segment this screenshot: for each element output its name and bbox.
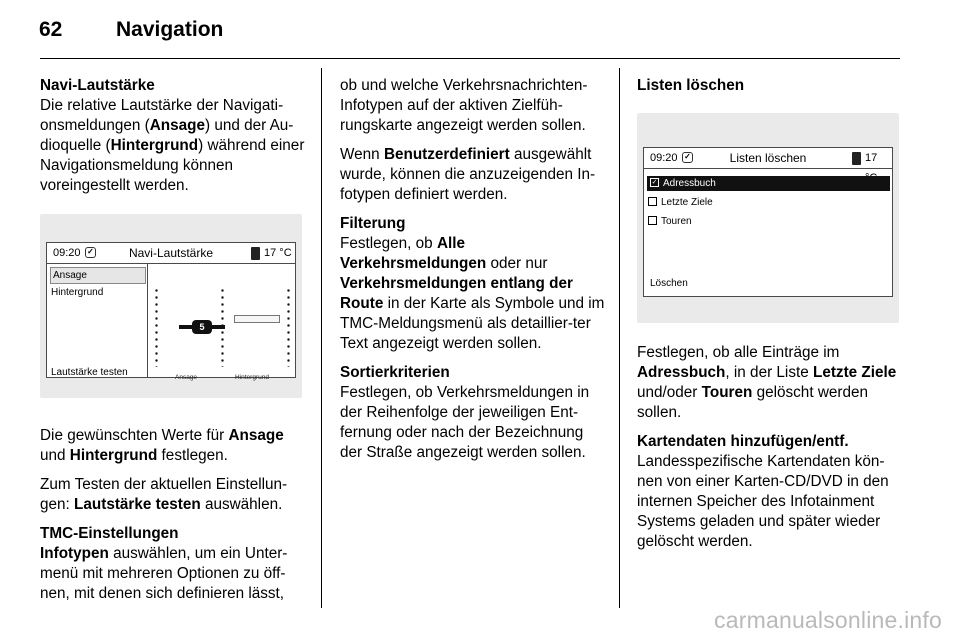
screen-topbar: [644, 148, 892, 169]
temperature: 17: [865, 152, 878, 164]
text: und: [40, 447, 70, 464]
text: in der Karte als Symbole und im TMC-Meldungsmenü als detaillier-ter Text angezeigt werden sollen.: [340, 295, 605, 352]
paragraph-sort: Festlegen, ob Verkehrsmeldungen in der Reihenfolge der jeweiligen Ent-fernung oder nach der Bezeichnung der Straße angezeigt werden sollen.: [340, 384, 590, 461]
section-heading-sort: Sortierkriterien: [340, 364, 450, 381]
text: ) und der Au-dioquelle (: [40, 117, 294, 154]
hintergrund-slider[interactable]: [234, 315, 280, 323]
paragraph-delete-lists: [637, 343, 902, 423]
item-label: Letzte Ziele: [661, 197, 713, 208]
screen-title: Listen löschen: [729, 151, 807, 165]
column-2: [340, 76, 608, 463]
text: gelöscht werden sollen.: [637, 384, 868, 421]
column-divider-2: [619, 68, 620, 608]
temperature-icon: [251, 247, 260, 260]
text: Die relative Lautstärke der Navigati-onsmeldungen (: [40, 97, 284, 134]
checkbox-checked-icon[interactable]: ✓: [651, 178, 658, 186]
header-divider: [40, 58, 900, 59]
pane-divider: [147, 263, 148, 377]
figure-navi-volume-screen: [40, 214, 302, 398]
screen-topbar: [47, 243, 295, 264]
text: ausgewählt wurde, können die anzuzeigenden In-fotypen definiert werden.: [340, 146, 596, 203]
term-infotypen: Infotypen: [40, 545, 109, 562]
text: festlegen.: [157, 447, 228, 464]
section-heading-navi-volume: Navi-Lautstärke: [40, 77, 155, 94]
menu-item-volume-test[interactable]: Lautstärke testen: [51, 367, 128, 378]
checkbox-icon[interactable]: [648, 197, 657, 206]
slider-label-hintergrund: Hintergrund: [235, 374, 269, 381]
watermark: carmanualsonline.info: [714, 607, 942, 633]
text: und/oder: [637, 384, 702, 401]
paragraph-set-values: [40, 426, 308, 466]
screen-title: Navi-Lautstärke: [128, 246, 214, 260]
term-benutzerdefiniert: Benutzerdefiniert: [383, 146, 510, 163]
text: oder nur: [486, 255, 548, 272]
page-number: 62: [39, 18, 63, 41]
text: , in der Liste: [725, 364, 813, 381]
term-all-messages: Alle Verkehrsmeldungen: [340, 235, 487, 272]
term-touren: Touren: [701, 384, 753, 401]
guidance-icon: ✓: [682, 152, 693, 163]
column-divider-1: [321, 68, 322, 608]
section-heading-filter: Filterung: [340, 215, 406, 232]
temperature: 17 °C: [264, 247, 292, 259]
term-adressbuch: Adressbuch: [637, 364, 726, 381]
item-label: Adressbuch: [663, 178, 716, 189]
text: auswählen.: [200, 496, 283, 513]
menu-item-ansage[interactable]: Ansage: [50, 267, 146, 284]
text: Festlegen, ob alle Einträge im: [637, 344, 840, 361]
temperature-icon: [852, 152, 861, 165]
screen-navi-volume: [46, 242, 296, 381]
list-item-adressbuch[interactable]: [647, 176, 890, 191]
text: ) während einer Navigationsmeldung können voreingestellt werden.: [40, 137, 305, 194]
text: auswählen, um ein Unter-menü mit mehreren Optionen zu öff-nen, mit denen sich definieren lässt,: [40, 545, 288, 602]
menu-item-hintergrund[interactable]: Hintergrund: [51, 287, 104, 298]
ansage-slider-value[interactable]: 5: [192, 320, 212, 334]
paragraph-filter: [340, 234, 608, 354]
dotted-scale: [287, 287, 290, 367]
term-hintergrund: Hintergrund: [69, 447, 158, 464]
column-1: [40, 76, 308, 604]
dotted-scale: [155, 287, 158, 367]
term-route-messages: Verkehrsmeldungen entlang der Route: [340, 275, 573, 312]
paragraph-tmc: [40, 544, 308, 604]
list-item-touren[interactable]: [648, 214, 692, 229]
section-heading-map-data: Kartendaten hinzufügen/entf.: [637, 433, 849, 450]
checkbox-icon[interactable]: [648, 216, 657, 225]
section-heading-tmc: TMC-Einstellungen: [40, 525, 179, 542]
delete-button[interactable]: Löschen: [650, 278, 688, 289]
list-item-letzte-ziele[interactable]: [648, 195, 713, 210]
screen-delete-lists: [643, 147, 893, 297]
paragraph-map-data: Landesspezifische Kartendaten kön-nen von einer Karten-CD/DVD in den internen Speicher des Infotainment Systems geladen und später wieder gelöscht werden.: [637, 453, 889, 550]
figure-delete-lists-screen: [637, 113, 899, 323]
clock-time: 09:20: [53, 247, 81, 259]
text: Die gewünschten Werte für: [40, 427, 229, 444]
paragraph-navi-volume: [40, 96, 308, 196]
text: Zum Testen der aktuellen Einstellun-gen:: [40, 476, 288, 513]
term-hintergrund: Hintergrund: [110, 137, 199, 154]
text: Wenn: [340, 146, 384, 163]
clock-time: 09:20: [650, 152, 678, 164]
term-letzte-ziele: Letzte Ziele: [812, 364, 897, 381]
paragraph-test-settings: [40, 475, 308, 515]
section-heading-delete-lists: Listen löschen: [637, 77, 745, 94]
column-3: [637, 76, 902, 552]
page-title: Navigation: [116, 18, 224, 41]
slider-label-ansage: Ansage: [175, 374, 198, 381]
term-ansage: Ansage: [228, 427, 284, 444]
item-label: Touren: [661, 216, 692, 227]
term-volume-test: Lautstärke testen: [74, 496, 201, 513]
guidance-icon: ✓: [85, 247, 96, 258]
paragraph-user-defined: [340, 145, 608, 205]
text: Festlegen, ob: [340, 235, 437, 252]
term-ansage: Ansage: [149, 117, 205, 134]
paragraph-info-types: ob und welche Verkehrsnachrichten-Infotypen auf der aktiven Zielfüh-rungskarte angezeigt werden sollen.: [340, 77, 588, 134]
